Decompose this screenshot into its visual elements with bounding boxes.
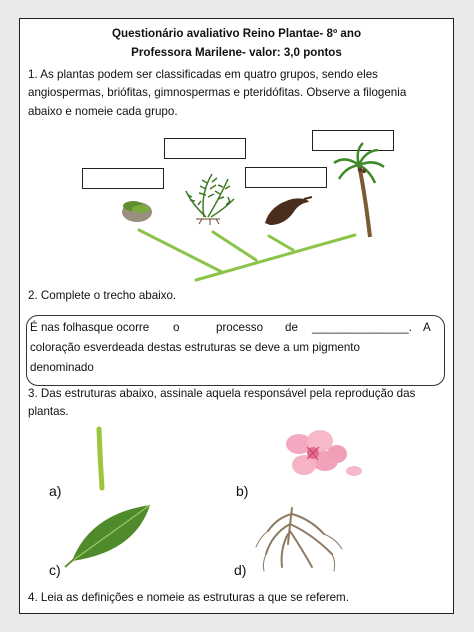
q3-line1: 3. Das estruturas abaixo, assinale aquela responsável pela reprodução das — [28, 387, 416, 400]
q2-line1-part-a: É nas folhasque ocorre — [30, 321, 150, 334]
q1-line3: abaixo e nomeie cada grupo. — [28, 105, 178, 118]
q2-prompt: 2. Complete o trecho abaixo. — [28, 289, 177, 302]
q1-line1: 1. As plantas podem ser classificadas em quatro grupos, sendo eles — [28, 68, 378, 81]
q2-line1-part-d: de — [285, 321, 298, 334]
q2-line1-part-c: processo — [216, 321, 264, 334]
q2-blank[interactable]: _______________. — [312, 321, 412, 334]
moss-icon — [122, 201, 152, 222]
roots-image — [256, 508, 342, 571]
q2-line2: coloração esverdeada destas estruturas se deve a um pigmento — [30, 341, 360, 354]
page-title: Questionário avaliativo Reino Plantae- 8º ano — [111, 27, 362, 40]
q2-line3: denominado — [30, 361, 94, 374]
option-c-label[interactable]: c) — [49, 562, 61, 578]
q3-line2: plantas. — [28, 405, 69, 418]
palm-tree-icon — [334, 143, 384, 237]
flower-image — [286, 430, 362, 476]
q1-line2: angiospermas, briófitas, gimnospermas e pteridófitas. Observe a filogenia — [28, 86, 407, 99]
phylogeny-tree — [139, 230, 355, 280]
page-subtitle: Professora Marilene- valor: 3,0 pontos — [131, 46, 342, 59]
fern-soil — [196, 219, 220, 225]
fern-icon — [186, 174, 234, 217]
stem-image — [99, 429, 102, 488]
option-b-label[interactable]: b) — [236, 483, 249, 499]
q2-line1-part-e: A — [423, 321, 431, 334]
q2-line1-part-b: o — [173, 321, 180, 334]
leaf-image — [65, 505, 150, 567]
seed-icon — [265, 197, 312, 225]
option-a-label[interactable]: a) — [49, 483, 62, 499]
option-d-label[interactable]: d) — [234, 562, 247, 578]
worksheet-page — [19, 18, 454, 614]
q4-text: 4. Leia as definições e nomeie as estruturas a que se referem. — [28, 591, 349, 604]
